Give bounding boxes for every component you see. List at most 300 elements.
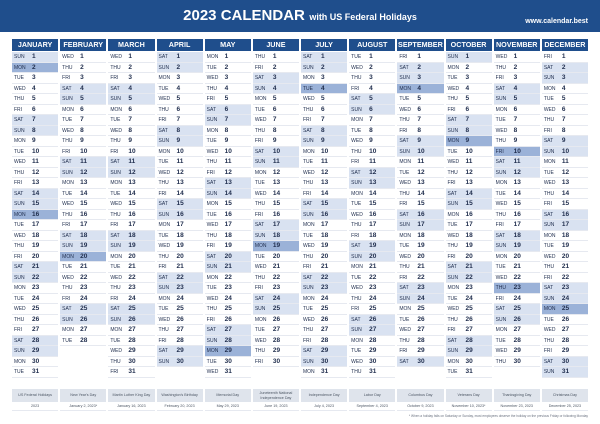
day-number: 29 [417,347,425,354]
day-cell [349,220,395,231]
weekday-label: SAT [254,148,265,155]
weekday-label: MON [110,253,122,260]
day-cell [157,220,203,231]
day-number: 8 [465,126,470,134]
day-cell [397,178,443,189]
day-cell [205,63,251,74]
weekday-label: SAT [158,348,168,354]
day-cell [301,346,347,357]
weekday-label: SAT [14,117,24,123]
day-cell [108,367,154,378]
day-number: 15 [417,200,425,207]
day-cell [494,357,540,368]
day-cell [253,325,299,336]
day-number: 4 [32,84,36,92]
weekday-label: THU [110,285,121,291]
day-cell [542,304,588,315]
day-number: 9 [369,137,373,144]
month-days [542,52,588,378]
day-number: 26 [465,315,473,323]
day-number: 14 [321,189,329,197]
weekday-label: SAT [495,159,506,165]
day-number: 10 [224,147,232,155]
day-number: 11 [224,158,232,165]
weekday-label: SUN [495,96,507,102]
day-cell [205,157,251,168]
day-cell [494,147,540,158]
day-cell [446,189,492,200]
weekday-label: FRI [14,106,23,113]
weekday-label: THU [158,180,169,186]
weekday-label: SUN [495,169,507,176]
weekday-label: MON [447,138,460,144]
day-cell [349,357,395,368]
day-cell [542,178,588,189]
day-cell [253,304,299,315]
day-cell [494,304,540,315]
day-cell [301,210,347,221]
weekday-label: SUN [158,358,170,365]
weekday-label: MON [495,106,508,113]
month-header: NOVEMBER [494,39,540,51]
day-cell [253,346,299,357]
day-number: 15 [32,200,40,207]
day-number: 11 [561,158,569,165]
day-number: 7 [321,116,325,123]
day-number: 21 [80,263,88,270]
day-cell [108,178,154,189]
day-number: 6 [80,105,84,113]
weekday-label: THU [110,64,121,71]
weekday-label: SAT [495,232,506,239]
day-cell [542,94,588,105]
day-number: 28 [369,336,377,344]
day-number: 16 [176,210,184,218]
day-cell [542,126,588,137]
weekday-label: TUE [14,222,24,228]
holiday-footer [12,389,588,411]
weekday-label: WED [303,316,315,323]
day-number: 11 [80,158,88,165]
day-number: 29 [128,347,136,354]
day-cell [205,357,251,368]
weekday-label: SUN [62,316,73,323]
weekday-label: FRI [158,117,167,123]
day-cell [494,84,540,95]
day-number: 14 [80,189,88,197]
day-number: 21 [513,263,521,270]
day-number: 24 [128,294,136,302]
weekday-label: SUN [543,295,555,302]
weekday-label: FRI [495,295,504,302]
day-cell [301,105,347,116]
site-link[interactable]: www.calendar.best [525,18,588,25]
day-cell [253,94,299,105]
day-number: 27 [32,326,40,333]
day-number: 7 [224,116,229,123]
day-cell [12,105,58,116]
day-cell [446,178,492,189]
day-number: 9 [513,137,518,144]
weekday-label: SAT [543,138,554,144]
day-number: 16 [128,210,136,218]
weekday-label: WED [543,180,556,186]
day-number: 8 [272,126,277,134]
weekday-label: MON [254,96,267,102]
day-cell [446,63,492,74]
day-cell [542,199,588,210]
day-cell [12,126,58,137]
day-cell [60,199,106,210]
day-cell [253,84,299,95]
day-cell [253,52,299,63]
day-number: 12 [176,168,184,176]
weekday-label: TUE [303,232,313,239]
day-cell [12,304,58,315]
weekday-label: SUN [543,369,555,375]
day-number: 3 [128,74,132,81]
day-number: 28 [32,336,40,344]
weekday-label: FRI [351,159,360,165]
weekday-label: TUE [110,337,121,344]
day-cell [349,115,395,126]
day-number: 24 [369,294,377,302]
weekday-label: MON [110,180,122,186]
day-number: 19 [128,242,136,249]
weekday-label: SAT [206,106,217,113]
day-cell [12,84,58,95]
month-days [494,52,540,367]
weekday-label: SUN [303,211,314,218]
day-number: 10 [321,147,329,155]
weekday-label: TUE [254,327,265,333]
day-cell [253,210,299,221]
day-cell [349,283,395,294]
weekday-label: SAT [447,264,457,270]
day-cell [397,147,443,158]
day-cell [397,63,443,74]
day-number: 3 [417,74,421,81]
day-cell [60,231,106,242]
day-cell [60,52,106,63]
day-cell [205,94,251,105]
weekday-label: THU [495,285,506,291]
weekday-label: FRI [351,85,360,92]
weekday-label: MON [14,211,26,218]
day-number: 18 [321,231,329,239]
day-number: 11 [417,158,425,165]
day-cell [494,63,540,74]
weekday-label: SUN [399,148,410,155]
day-cell [446,168,492,179]
day-number: 30 [128,357,136,365]
weekday-label: WED [158,169,171,176]
day-cell [301,273,347,284]
day-cell [446,105,492,116]
day-cell [446,304,492,315]
weekday-label: TUE [495,264,506,270]
day-number: 1 [513,53,518,60]
day-number: 22 [465,273,473,281]
weekday-label: SUN [447,127,459,134]
weekday-label: SAT [254,75,265,81]
weekday-label: THU [14,169,25,176]
day-cell [494,220,540,231]
weekday-label: TUE [399,243,410,249]
holiday-name: Independence Day [301,389,347,402]
day-cell [108,241,154,252]
day-number: 4 [224,84,229,92]
day-number: 3 [32,74,36,81]
day-cell [60,220,106,231]
day-cell [397,94,443,105]
weekday-label: WED [351,211,363,218]
day-number: 1 [417,53,421,60]
weekday-label: WED [495,127,508,134]
weekday-label: FRI [399,201,408,207]
weekday-label: THU [158,106,169,113]
day-cell [397,136,443,147]
day-number: 11 [321,158,328,165]
weekday-label: WED [206,222,219,228]
day-cell [157,73,203,84]
day-number: 30 [32,357,40,365]
day-cell [205,315,251,326]
day-cell [157,136,203,147]
day-cell [301,178,347,189]
day-cell [60,178,106,189]
weekday-label: SUN [206,264,218,270]
day-number: 17 [128,221,136,228]
weekday-label: SAT [158,201,168,207]
day-cell [157,115,203,126]
weekday-label: WED [254,264,267,270]
day-number: 30 [321,357,329,365]
weekday-label: THU [351,369,362,375]
day-number: 13 [32,179,40,186]
day-number: 29 [224,347,232,354]
weekday-label: FRI [447,253,456,260]
day-number: 8 [561,126,566,134]
day-cell [494,105,540,116]
weekday-label: SAT [351,169,361,176]
day-number: 23 [465,284,473,291]
day-number: 6 [417,105,421,113]
weekday-label: FRI [495,222,504,228]
weekday-label: TUE [351,348,362,354]
weekday-label: FRI [158,264,167,270]
day-number: 23 [80,284,88,291]
day-number: 2 [561,63,566,71]
day-number: 21 [561,263,570,270]
weekday-label: FRI [254,211,263,218]
day-cell [60,105,106,116]
day-cell [542,367,588,378]
day-cell [12,273,58,284]
holiday-date: June 19, 2023 [253,402,299,411]
weekday-label: WED [303,96,315,102]
holiday-entry [446,389,492,411]
weekday-label: TUE [14,369,24,375]
weekday-label: SAT [399,358,409,365]
day-number: 2 [272,63,277,71]
day-cell [12,252,58,263]
weekday-label: MON [158,295,171,302]
day-cell [253,283,299,294]
day-cell [397,73,443,84]
day-number: 18 [176,231,184,239]
day-cell [301,315,347,326]
day-number: 3 [465,74,470,81]
day-number: 18 [272,231,281,239]
day-cell [446,52,492,63]
holiday-date: January 2, 2023* [60,402,106,411]
day-number: 4 [465,84,470,92]
weekday-label: FRI [254,358,263,365]
day-cell [494,178,540,189]
weekday-label: THU [14,96,25,102]
day-number: 14 [224,189,232,197]
day-cell [494,252,540,263]
day-number: 28 [176,336,184,344]
weekday-label: TUE [254,106,265,113]
day-number: 18 [417,231,425,239]
weekday-label: WED [158,96,171,102]
weekday-label: THU [254,274,266,281]
day-number: 11 [128,158,136,165]
day-number: 11 [369,158,377,165]
day-number: 15 [224,200,232,207]
day-cell [494,115,540,126]
day-cell [12,63,58,74]
day-cell [12,115,58,126]
day-cell [301,252,347,263]
month-days [157,52,203,367]
weekday-label: SUN [254,159,266,165]
day-number: 23 [417,284,425,291]
day-cell [446,315,492,326]
weekday-label: TUE [399,96,410,102]
day-cell [205,168,251,179]
day-number: 7 [272,116,277,123]
month-header: APRIL [157,39,203,51]
day-number: 4 [513,84,518,92]
month-header: OCTOBER [446,39,492,51]
day-cell [157,252,203,263]
day-number: 25 [80,305,88,312]
day-number: 13 [272,179,281,186]
day-number: 12 [369,168,377,176]
day-cell [446,336,492,347]
day-number: 19 [417,242,425,249]
day-number: 4 [128,84,132,92]
weekday-label: WED [447,306,460,312]
day-number: 23 [321,284,329,291]
day-cell [301,94,347,105]
day-cell [349,210,395,221]
weekday-label: TUE [62,117,73,123]
weekday-label: SUN [158,211,170,218]
day-number: 1 [272,53,277,60]
weekday-label: TUE [206,211,217,218]
day-cell [12,241,58,252]
weekday-label: MON [62,180,74,186]
weekday-label: SUN [158,285,170,291]
month-column [349,39,395,378]
day-number: 19 [369,242,377,249]
weekday-label: THU [303,106,314,113]
holiday-name: Washington's Birthday [157,389,203,402]
day-cell [157,147,203,158]
day-number: 11 [32,158,39,165]
day-cell [446,136,492,147]
day-number: 18 [80,231,88,239]
day-number: 2 [513,63,518,71]
day-number: 5 [32,95,36,102]
day-number: 5 [224,95,229,102]
day-cell [12,52,58,63]
weekday-label: MON [206,127,219,134]
weekday-label: MON [399,159,411,165]
calendar-header [0,0,600,32]
day-cell [349,105,395,116]
day-cell [446,273,492,284]
day-cell [157,52,203,63]
day-cell [205,241,251,252]
weekday-label: THU [303,180,314,186]
weekday-label: FRI [110,295,119,302]
weekday-label: WED [110,348,122,354]
weekday-label: TUE [447,369,458,375]
day-cell [542,357,588,368]
day-number: 18 [513,231,521,239]
day-cell [12,231,58,242]
day-number: 16 [561,210,570,218]
holiday-date: 2023 [12,402,58,411]
day-number: 22 [369,273,377,281]
day-cell [12,178,58,189]
day-number: 19 [176,242,184,249]
day-cell [349,325,395,336]
day-cell [301,220,347,231]
weekday-label: THU [351,222,362,228]
day-number: 20 [176,252,184,260]
holiday-entry [60,389,106,411]
day-number: 20 [561,252,570,260]
day-cell [397,304,443,315]
day-number: 6 [176,105,181,113]
day-cell [60,126,106,137]
day-number: 18 [32,231,40,239]
day-cell [494,346,540,357]
weekday-label: SUN [206,337,218,344]
months-grid [12,39,588,378]
day-number: 17 [321,221,329,228]
day-cell [12,220,58,231]
day-cell [60,73,106,84]
day-number: 12 [224,168,232,176]
day-cell [349,178,395,189]
month-header: MAY [205,39,251,51]
weekday-label: THU [62,138,73,144]
weekday-label: WED [62,274,74,281]
weekday-label: MON [62,253,74,260]
day-number: 19 [561,242,570,249]
day-cell [542,315,588,326]
weekday-label: SUN [303,138,314,144]
day-number: 5 [465,95,470,102]
day-cell [157,168,203,179]
